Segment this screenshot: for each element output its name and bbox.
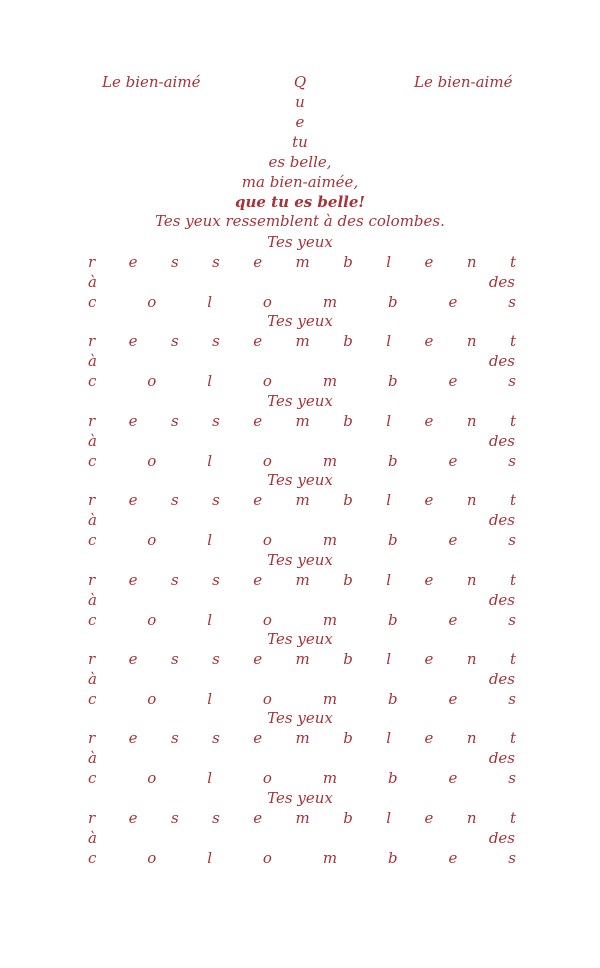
letter: s [170, 253, 179, 271]
letter: r [88, 570, 96, 589]
letter: e [448, 848, 458, 867]
letter: m [322, 610, 338, 629]
letter: m [295, 253, 310, 271]
letter: b [387, 372, 398, 391]
letter: e [424, 253, 434, 271]
letter-row [88, 610, 516, 630]
letter: m [322, 690, 338, 708]
letter-row [88, 768, 516, 788]
word-des: des [488, 749, 515, 768]
stanza-title-row [0, 391, 600, 411]
stanza-line-colombes [0, 848, 600, 868]
letter: r [88, 808, 96, 827]
opening-line [0, 172, 600, 192]
letter: l [386, 650, 392, 668]
letter: s [170, 729, 179, 748]
stanza-line-a-des [0, 669, 600, 689]
letter: s [170, 570, 179, 589]
letter: s [212, 729, 220, 748]
header-right-label: Le bien-aimé [414, 73, 513, 91]
letter: s [212, 253, 220, 271]
letter: l [207, 372, 213, 391]
letter: c [88, 610, 97, 629]
letter-row [88, 451, 516, 471]
letter: m [322, 848, 338, 867]
letter-row [88, 331, 516, 351]
letter: l [386, 411, 392, 430]
word-des: des [488, 511, 515, 530]
letter: b [343, 253, 353, 271]
word-des: des [488, 670, 515, 688]
letter: o [262, 451, 272, 470]
letter: o [147, 848, 157, 867]
word-a: à [88, 273, 97, 291]
letter: s [212, 332, 220, 351]
letter: s [212, 650, 220, 668]
letter: r [88, 729, 96, 748]
letter: s [170, 411, 179, 430]
opening-line [0, 152, 600, 172]
letter: m [295, 332, 310, 351]
letter: s [170, 650, 179, 668]
word-des: des [488, 828, 515, 847]
letter: b [343, 491, 353, 510]
letter: e [424, 332, 434, 351]
stanza-line-ressemblent [0, 808, 600, 828]
header-left-label: Le bien-aimé [102, 73, 201, 91]
opening-line [0, 132, 600, 152]
letter: o [147, 690, 157, 708]
letter: s [508, 610, 516, 629]
letter: t [509, 491, 516, 510]
letter: o [147, 372, 157, 391]
letter: e [424, 650, 434, 668]
letter: s [508, 451, 516, 470]
letter-row [88, 728, 516, 748]
stanza-line-ressemblent [0, 331, 600, 351]
letter: l [386, 332, 392, 351]
opening-line [0, 112, 600, 132]
letter: t [509, 808, 516, 827]
letter: m [295, 808, 310, 827]
letter: s [508, 848, 516, 867]
letter: n [466, 570, 477, 589]
letter: r [88, 650, 96, 668]
letter: n [466, 491, 477, 510]
letter: o [147, 769, 157, 788]
letter: o [147, 451, 157, 470]
letter: l [386, 808, 392, 827]
letter: b [387, 690, 398, 708]
letter-row [88, 649, 516, 669]
letter: e [448, 690, 458, 708]
letter: l [207, 293, 213, 311]
letter-row [88, 490, 516, 510]
letter: s [508, 769, 516, 788]
letter: t [509, 332, 516, 351]
letter: m [322, 372, 338, 391]
stanza-line-colombes [0, 689, 600, 709]
letter: l [207, 769, 213, 788]
letter: l [207, 451, 213, 470]
stanza-title: Tes yeux [267, 550, 333, 569]
word-des: des [488, 431, 515, 450]
stanza-line-a-des [0, 828, 600, 848]
letter-row [88, 411, 516, 431]
letter: b [387, 293, 398, 311]
letter: o [147, 610, 157, 629]
letter: t [509, 729, 516, 748]
letter: s [508, 372, 516, 391]
letter: o [262, 848, 272, 867]
stanza-line-colombes [0, 768, 600, 788]
stanza-line-a-des [0, 510, 600, 530]
stanza-line-colombes [0, 610, 600, 630]
letter-row [88, 570, 516, 590]
letter: n [466, 332, 477, 351]
stanza-line-a-des [0, 590, 600, 610]
opening-line-text: es belle, [268, 153, 332, 171]
stanza-line-a-des [0, 748, 600, 768]
letter: e [253, 808, 263, 827]
word-a: à [88, 352, 97, 371]
opening-line-text: Q [293, 73, 307, 91]
letter: n [466, 253, 477, 271]
letter: o [147, 531, 157, 550]
letter: l [386, 729, 392, 748]
letter-row [88, 689, 516, 709]
word-a: à [88, 431, 97, 450]
letter-row [88, 252, 516, 272]
letter: e [253, 650, 263, 668]
letter: e [448, 293, 458, 311]
letter: n [466, 808, 477, 827]
letter: e [253, 332, 263, 351]
letter: c [88, 451, 97, 470]
letter: e [448, 372, 458, 391]
letter: o [262, 293, 272, 311]
stanza-line-colombes [0, 292, 600, 312]
letter: e [128, 729, 138, 748]
letter: r [88, 332, 96, 351]
letter: c [88, 769, 97, 788]
letter: o [262, 690, 272, 708]
letter: c [88, 372, 97, 391]
letter: n [466, 650, 477, 668]
letter: b [343, 729, 353, 748]
letter-row [88, 530, 516, 550]
letter: e [448, 451, 458, 470]
letter: e [424, 570, 434, 589]
letter-row [88, 371, 516, 391]
letter: s [508, 690, 516, 708]
letter: o [262, 769, 272, 788]
letter: e [424, 411, 434, 430]
letter: l [386, 253, 392, 271]
letter: n [466, 411, 477, 430]
letter-row [88, 848, 516, 868]
letter: e [253, 570, 263, 589]
stanza-line-colombes [0, 530, 600, 550]
stanza-title: Tes yeux [267, 788, 333, 807]
letter: s [212, 570, 220, 589]
letter: m [322, 769, 338, 788]
letter: e [424, 729, 434, 748]
letter: e [128, 411, 138, 430]
word-des: des [488, 590, 515, 609]
stanza-line-colombes [0, 451, 600, 471]
opening-line-text: Tes yeux ressemblent à des colombes. [155, 212, 445, 230]
letter: r [88, 411, 96, 430]
letter: e [424, 808, 434, 827]
letter: e [128, 570, 138, 589]
letter: c [88, 690, 97, 708]
letter: t [509, 650, 516, 668]
opening-line [0, 211, 600, 231]
letter: m [322, 293, 338, 311]
stanza-line-ressemblent [0, 649, 600, 669]
word-des: des [488, 273, 515, 291]
word-a: à [88, 590, 97, 609]
stanza-title: Tes yeux [267, 630, 333, 648]
letter: t [509, 253, 516, 271]
letter: b [387, 610, 398, 629]
letter: o [262, 610, 272, 629]
letter: e [448, 769, 458, 788]
letter: l [207, 848, 213, 867]
letter: s [170, 491, 179, 510]
stanza-title-row [0, 470, 600, 490]
letter: s [212, 491, 220, 510]
stanza-title: Tes yeux [267, 471, 333, 490]
letter: b [387, 769, 398, 788]
letter: e [448, 610, 458, 629]
letter: m [295, 570, 310, 589]
word-a: à [88, 670, 97, 688]
letter: m [295, 491, 310, 510]
letter: b [387, 848, 398, 867]
stanza-title: Tes yeux [267, 391, 333, 410]
word-a: à [88, 749, 97, 768]
letter: l [386, 491, 392, 510]
letter: l [386, 570, 392, 589]
letter: e [128, 491, 138, 510]
letter: e [253, 411, 263, 430]
stanza-line-a-des [0, 431, 600, 451]
letter: e [253, 491, 263, 510]
stanza-title-row [0, 788, 600, 808]
stanza-line-colombes [0, 371, 600, 391]
letter-row [88, 292, 516, 312]
letter: c [88, 293, 97, 311]
letter: b [387, 531, 398, 550]
stanza-title: Tes yeux [267, 709, 333, 728]
letter: s [170, 808, 179, 827]
letter: o [262, 372, 272, 391]
letter: s [212, 808, 220, 827]
letter: s [212, 411, 220, 430]
stanza-title-row [0, 311, 600, 331]
letter: t [509, 570, 516, 589]
opening-line-text: tu [292, 133, 308, 151]
letter: b [343, 808, 353, 827]
opening-line [0, 192, 600, 212]
letter: e [128, 808, 138, 827]
stanza-title: Tes yeux [267, 233, 333, 251]
letter: b [387, 451, 398, 470]
opening-line-text: que tu es belle! [235, 193, 365, 211]
letter: r [88, 253, 96, 271]
stanza-title-row [0, 550, 600, 570]
stanza-line-ressemblent [0, 252, 600, 272]
word-a: à [88, 511, 97, 530]
stanza-line-a-des [0, 272, 600, 292]
stanza-title-row [0, 708, 600, 728]
letter: s [508, 293, 516, 311]
letter: l [207, 610, 213, 629]
opening-line-text: u [295, 93, 305, 111]
stanza-title-row [0, 232, 600, 252]
letter: o [147, 293, 157, 311]
letter: s [508, 531, 516, 550]
letter: e [253, 253, 263, 271]
letter-row [88, 808, 516, 828]
letter: b [343, 570, 353, 589]
letter: o [262, 531, 272, 550]
stanza-line-ressemblent [0, 411, 600, 431]
letter: c [88, 531, 97, 550]
opening-line-text: ma bien-aimée, [241, 173, 359, 191]
letter: b [343, 650, 353, 668]
letter: e [253, 729, 263, 748]
word-a: à [88, 828, 97, 847]
letter: b [343, 411, 353, 430]
letter: t [509, 411, 516, 430]
letter: m [322, 451, 338, 470]
letter: l [207, 531, 213, 550]
letter: r [88, 491, 96, 510]
letter: c [88, 848, 97, 867]
letter: m [295, 729, 310, 748]
letter: m [295, 411, 310, 430]
letter: e [128, 253, 138, 271]
letter: s [170, 332, 179, 351]
letter: m [295, 650, 310, 668]
letter: n [466, 729, 477, 748]
opening-line [0, 72, 600, 92]
stanza-line-ressemblent [0, 570, 600, 590]
word-des: des [488, 352, 515, 371]
stanza-line-a-des [0, 351, 600, 371]
stanza-line-ressemblent [0, 490, 600, 510]
stanza-title-row [0, 629, 600, 649]
letter: l [207, 690, 213, 708]
stanza-line-ressemblent [0, 728, 600, 748]
letter: m [322, 531, 338, 550]
letter: e [128, 332, 138, 351]
letter: e [128, 650, 138, 668]
letter: b [343, 332, 353, 351]
letter: e [424, 491, 434, 510]
opening-line [0, 92, 600, 112]
letter: e [448, 531, 458, 550]
stanza-title: Tes yeux [267, 312, 333, 331]
opening-line-text: e [295, 113, 305, 131]
